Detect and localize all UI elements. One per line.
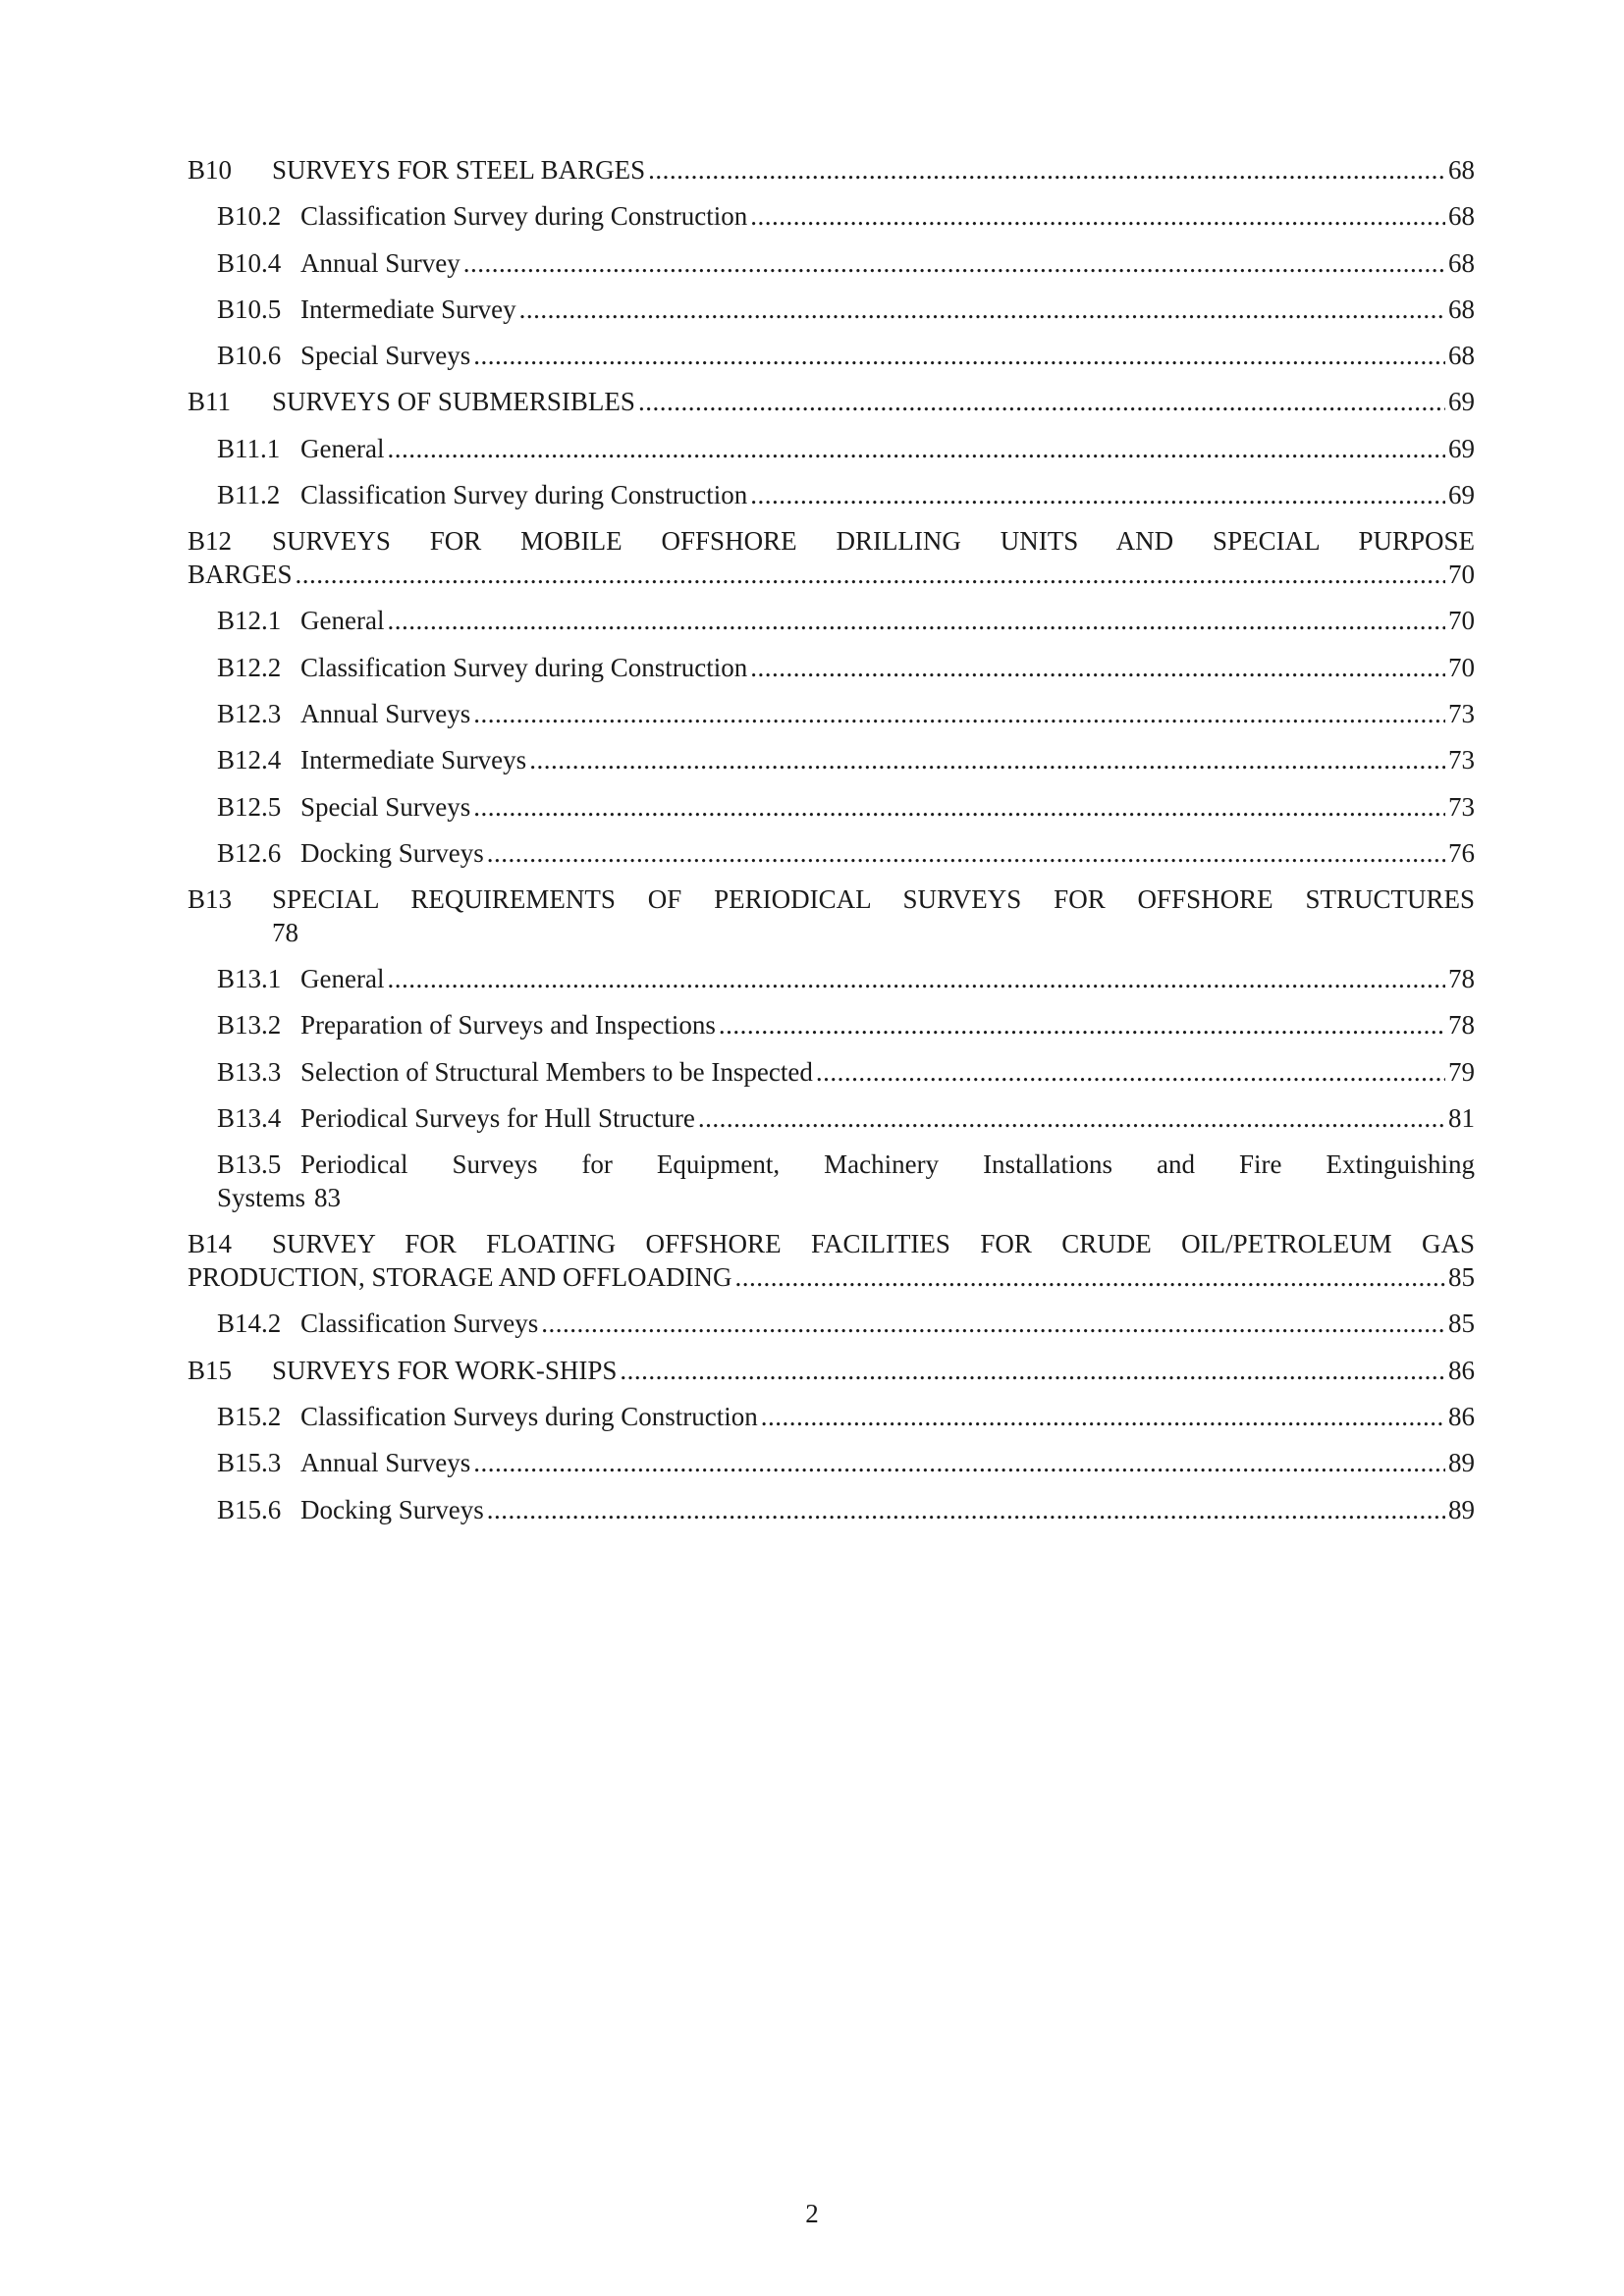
leader-dots <box>387 606 1445 636</box>
toc-page: 73 <box>1448 791 1475 822</box>
toc-number: B11.2 <box>217 480 281 510</box>
toc-number: B10.6 <box>217 341 282 371</box>
toc-title: Classification Survey during Construction <box>300 652 748 682</box>
toc-page: 69 <box>1448 387 1475 417</box>
toc-title: Periodical Surveys for Equipment, Machinery Installations and Fire Extinguishing <box>300 1149 1475 1180</box>
leader-dots <box>638 387 1445 417</box>
toc-title: Annual Surveys <box>300 698 471 728</box>
toc-number: B12.1 <box>217 606 282 636</box>
toc-number: B15.2 <box>217 1401 282 1431</box>
toc-entry[interactable] <box>188 964 1475 1010</box>
toc-title-continued: PRODUCTION, STORAGE AND OFFLOADING <box>188 1262 732 1293</box>
toc-number: B11.1 <box>217 433 281 463</box>
leader-dots <box>750 201 1445 232</box>
toc-number: B13.1 <box>217 964 282 994</box>
toc-entry[interactable] <box>188 341 1475 387</box>
toc-title: General <box>300 964 385 994</box>
toc-number: B12.4 <box>217 745 282 775</box>
toc-title: Special Surveys <box>300 791 471 822</box>
toc-entry[interactable] <box>188 792 1475 838</box>
toc-page: 89 <box>1448 1448 1475 1478</box>
toc-number: B12.2 <box>217 652 282 682</box>
toc-page: 85 <box>1448 1308 1475 1339</box>
toc-number: B12.6 <box>217 837 282 868</box>
leader-dots <box>387 964 1445 994</box>
leader-dots <box>816 1057 1445 1088</box>
leader-dots <box>761 1402 1445 1432</box>
toc-page: 83 <box>314 1183 342 1213</box>
toc-number: B12 <box>188 526 233 557</box>
toc-number: B15.6 <box>217 1494 282 1524</box>
toc-entry[interactable] <box>188 1229 1475 1308</box>
leader-dots <box>529 745 1445 775</box>
toc-entry[interactable] <box>188 1402 1475 1448</box>
toc-entry[interactable] <box>188 884 1475 964</box>
toc-entry[interactable] <box>188 1356 1475 1402</box>
toc-title: Classification Surveys during Construction <box>300 1401 758 1431</box>
toc-title: Intermediate Surveys <box>300 745 527 775</box>
toc-page: 78 <box>1448 964 1475 994</box>
toc-entry[interactable] <box>188 745 1475 791</box>
toc-title: Classification Survey during Construction <box>300 201 748 232</box>
toc-entry[interactable] <box>188 434 1475 480</box>
toc-number: B13.2 <box>217 1010 282 1041</box>
toc-number: B15 <box>188 1355 233 1385</box>
leader-dots <box>750 653 1445 683</box>
toc-title: SURVEY FOR FLOATING OFFSHORE FACILITIES FOR CRUDE OIL/PETROLEUM GAS <box>272 1229 1475 1259</box>
toc-entry[interactable] <box>188 606 1475 652</box>
leader-dots <box>698 1103 1445 1134</box>
toc-page: 68 <box>1448 341 1475 371</box>
toc-entry[interactable] <box>188 1149 1475 1229</box>
toc-entry[interactable] <box>188 699 1475 745</box>
toc-page: 76 <box>1448 837 1475 868</box>
toc-number: B15.3 <box>217 1448 282 1478</box>
leader-dots <box>296 560 1445 590</box>
toc-entry[interactable] <box>188 1010 1475 1056</box>
toc-entry[interactable] <box>188 1448 1475 1494</box>
toc-title: Annual Survey <box>300 247 460 278</box>
leader-dots <box>473 699 1445 729</box>
leader-dots <box>473 341 1445 371</box>
toc-entry[interactable] <box>188 526 1475 606</box>
toc-title-continued: BARGES <box>188 560 293 590</box>
leader-dots <box>463 248 1445 279</box>
leader-dots <box>487 1495 1445 1525</box>
toc-title: SURVEYS FOR WORK-SHIPS <box>272 1355 618 1385</box>
toc-entry[interactable] <box>188 294 1475 341</box>
toc-title: General <box>300 433 385 463</box>
toc-page: 70 <box>1448 560 1475 590</box>
toc-entry[interactable] <box>188 155 1475 201</box>
toc-number: B13.4 <box>217 1103 282 1134</box>
toc-number: B14 <box>188 1229 233 1259</box>
toc-number: B13 <box>188 884 233 915</box>
toc-page: 68 <box>1448 155 1475 185</box>
toc-title: Classification Survey during Construction <box>300 480 748 510</box>
toc-entry[interactable] <box>188 480 1475 526</box>
toc-number: B14.2 <box>217 1308 282 1339</box>
toc-entry[interactable] <box>188 653 1475 699</box>
toc-entry[interactable] <box>188 201 1475 247</box>
toc-title: Intermediate Survey <box>300 294 516 324</box>
toc-number: B11 <box>188 387 232 417</box>
leader-dots <box>519 294 1445 325</box>
toc-page: 69 <box>1448 480 1475 510</box>
toc-title: Classification Surveys <box>300 1308 539 1339</box>
toc-page: 70 <box>1448 606 1475 636</box>
leader-dots <box>487 838 1445 869</box>
toc-number: B10 <box>188 155 233 185</box>
table-of-contents <box>188 155 1475 1541</box>
toc-number: B10.4 <box>217 247 282 278</box>
toc-number: B13.5 <box>217 1149 282 1180</box>
toc-title: General <box>300 606 385 636</box>
toc-page: 68 <box>1448 201 1475 232</box>
toc-title: SURVEYS OF SUBMERSIBLES <box>272 387 635 417</box>
toc-entry[interactable] <box>188 1308 1475 1355</box>
leader-dots <box>735 1262 1445 1293</box>
toc-page: 73 <box>1448 698 1475 728</box>
toc-page: 70 <box>1448 652 1475 682</box>
leader-dots <box>387 434 1445 464</box>
leader-dots <box>541 1308 1445 1339</box>
toc-title: Special Surveys <box>300 341 471 371</box>
toc-page: 86 <box>1448 1355 1475 1385</box>
toc-page: 79 <box>1448 1056 1475 1087</box>
leader-dots <box>750 480 1445 510</box>
toc-page: 78 <box>272 918 298 948</box>
leader-dots <box>648 155 1445 186</box>
toc-title: SPECIAL REQUIREMENTS OF PERIODICAL SURVEYS FOR OFFSHORE STRUCTURES <box>272 884 1475 915</box>
toc-title: SURVEYS FOR MOBILE OFFSHORE DRILLING UNITS AND SPECIAL PURPOSE <box>272 526 1475 557</box>
toc-number: B12.3 <box>217 698 282 728</box>
toc-title: Docking Surveys <box>300 837 484 868</box>
toc-entry[interactable] <box>188 1495 1475 1541</box>
toc-page: 81 <box>1448 1103 1475 1134</box>
toc-number: B12.5 <box>217 791 282 822</box>
toc-page: 89 <box>1448 1494 1475 1524</box>
toc-page: 78 <box>1448 1010 1475 1041</box>
toc-title: Docking Surveys <box>300 1494 484 1524</box>
toc-page: 85 <box>1448 1262 1475 1293</box>
leader-dots <box>473 1448 1445 1478</box>
toc-title: Selection of Structural Members to be Inspected <box>300 1056 813 1087</box>
toc-page: 69 <box>1448 433 1475 463</box>
toc-number: B10.2 <box>217 201 282 232</box>
toc-title: SURVEYS FOR STEEL BARGES <box>272 155 646 185</box>
leader-dots <box>719 1010 1445 1041</box>
toc-number: B13.3 <box>217 1056 282 1087</box>
toc-title: Preparation of Surveys and Inspections <box>300 1010 716 1041</box>
toc-page: 68 <box>1448 247 1475 278</box>
toc-title-continued: Systems <box>217 1183 306 1213</box>
toc-entry[interactable] <box>188 838 1475 884</box>
leader-dots <box>473 792 1445 823</box>
toc-entry[interactable] <box>188 1103 1475 1149</box>
toc-title: Periodical Surveys for Hull Structure <box>300 1103 695 1134</box>
toc-number: B10.5 <box>217 294 282 324</box>
toc-page: 68 <box>1448 294 1475 324</box>
toc-entry[interactable] <box>188 248 1475 294</box>
toc-title: Annual Surveys <box>300 1448 471 1478</box>
page-number: 2 <box>805 2199 819 2228</box>
toc-entry[interactable] <box>188 1057 1475 1103</box>
toc-page: 86 <box>1448 1401 1475 1431</box>
leader-dots <box>620 1356 1445 1386</box>
toc-page: 73 <box>1448 745 1475 775</box>
toc-entry[interactable] <box>188 387 1475 433</box>
